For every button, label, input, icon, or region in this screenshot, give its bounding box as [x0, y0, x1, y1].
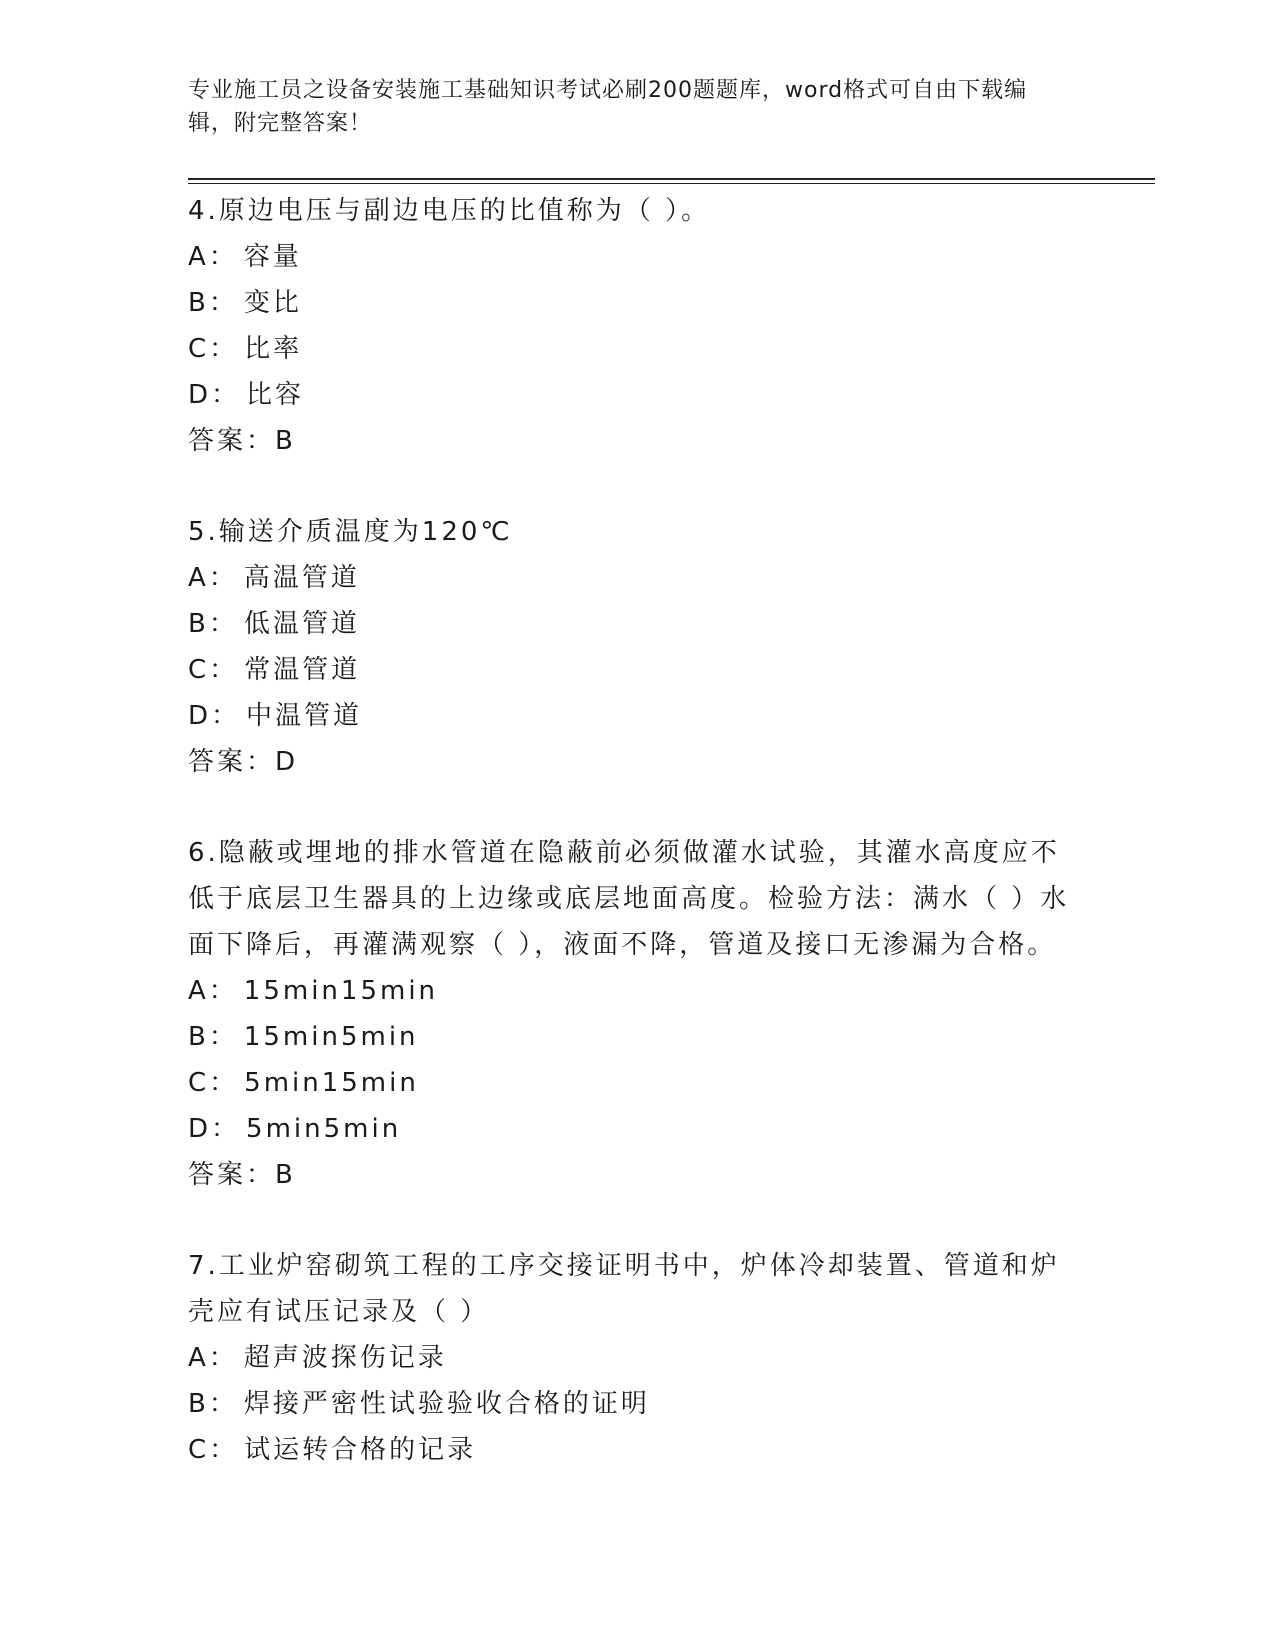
answer-line: 答案：B	[188, 1160, 296, 1190]
option-key: B：	[188, 288, 238, 318]
question-stem: 6.隐蔽或埋地的排水管道在隐蔽前必须做灌水试验，其灌水高度应不低于底层卫生器具的上边缘或底层地面高度。检验方法：满水（ ）水面下降后，再灌满观察（ ），液面不降，管道及接口无渗漏为合格。	[188, 838, 1070, 960]
answer-line: 答案：B	[188, 426, 296, 456]
option-text: 焊接严密性试验验收合格的证明	[243, 1389, 650, 1419]
option-text: 超声波探伤记录	[243, 1343, 447, 1373]
option-text: 15min15min	[243, 976, 439, 1006]
question-spacer	[188, 1198, 1088, 1243]
option-b	[188, 1014, 1088, 1060]
question-block	[188, 509, 1088, 785]
question-spacer	[188, 464, 1088, 509]
option-text: 15min5min	[243, 1022, 419, 1052]
option-text: 容量	[243, 242, 302, 272]
option-text: 常温管道	[244, 655, 361, 685]
question-block	[188, 188, 1088, 464]
option-c	[188, 1060, 1088, 1106]
header-rule-thick	[188, 178, 1155, 180]
option-d	[188, 693, 1088, 739]
option-d	[188, 1106, 1088, 1152]
header-rule-thin	[188, 183, 1155, 184]
option-key: C：	[188, 1435, 239, 1465]
option-key: B：	[188, 1389, 238, 1419]
option-d	[188, 372, 1088, 418]
option-text: 低温管道	[243, 609, 360, 639]
option-key: C：	[188, 655, 239, 685]
question-spacer	[188, 785, 1088, 830]
option-c	[188, 647, 1088, 693]
option-key: A：	[188, 976, 238, 1006]
option-a	[188, 1335, 1088, 1381]
option-c	[188, 326, 1088, 372]
option-b	[188, 601, 1088, 647]
option-c	[188, 1427, 1088, 1473]
option-key: C：	[188, 334, 239, 364]
question-block	[188, 830, 1088, 1198]
question-stem: 5.输送介质温度为120℃	[188, 517, 513, 547]
question-stem: 4.原边电压与副边电压的比值称为（ ）。	[188, 196, 711, 226]
answer-line: 答案：D	[188, 747, 299, 777]
option-key: C：	[188, 1068, 239, 1098]
option-key: D：	[188, 1114, 241, 1144]
option-a	[188, 234, 1088, 280]
option-key: A：	[188, 1343, 238, 1373]
option-b	[188, 1381, 1088, 1427]
option-key: A：	[188, 563, 238, 593]
option-text: 试运转合格的记录	[244, 1435, 477, 1465]
option-text: 5min15min	[244, 1068, 419, 1098]
question-block	[188, 1243, 1088, 1473]
option-text: 比率	[244, 334, 303, 364]
option-text: 5min5min	[246, 1114, 402, 1144]
option-key: D：	[188, 701, 241, 731]
option-key: A：	[188, 242, 238, 272]
option-key: B：	[188, 609, 238, 639]
option-key: B：	[188, 1022, 238, 1052]
question-list	[188, 188, 1088, 1473]
option-text: 高温管道	[243, 563, 360, 593]
option-a	[188, 968, 1088, 1014]
option-b	[188, 280, 1088, 326]
option-a	[188, 555, 1088, 601]
option-text: 中温管道	[246, 701, 363, 731]
question-stem: 7.工业炉窑砌筑工程的工序交接证明书中，炉体冷却装置、管道和炉壳应有试压记录及（ ）	[188, 1251, 1060, 1327]
document-header: 专业施工员之设备安装施工基础知识考试必刷200题题库，word格式可自由下载编辑，附完整答案！	[188, 78, 1028, 136]
option-text: 比容	[246, 380, 305, 410]
option-text: 变比	[243, 288, 302, 318]
option-key: D：	[188, 380, 241, 410]
